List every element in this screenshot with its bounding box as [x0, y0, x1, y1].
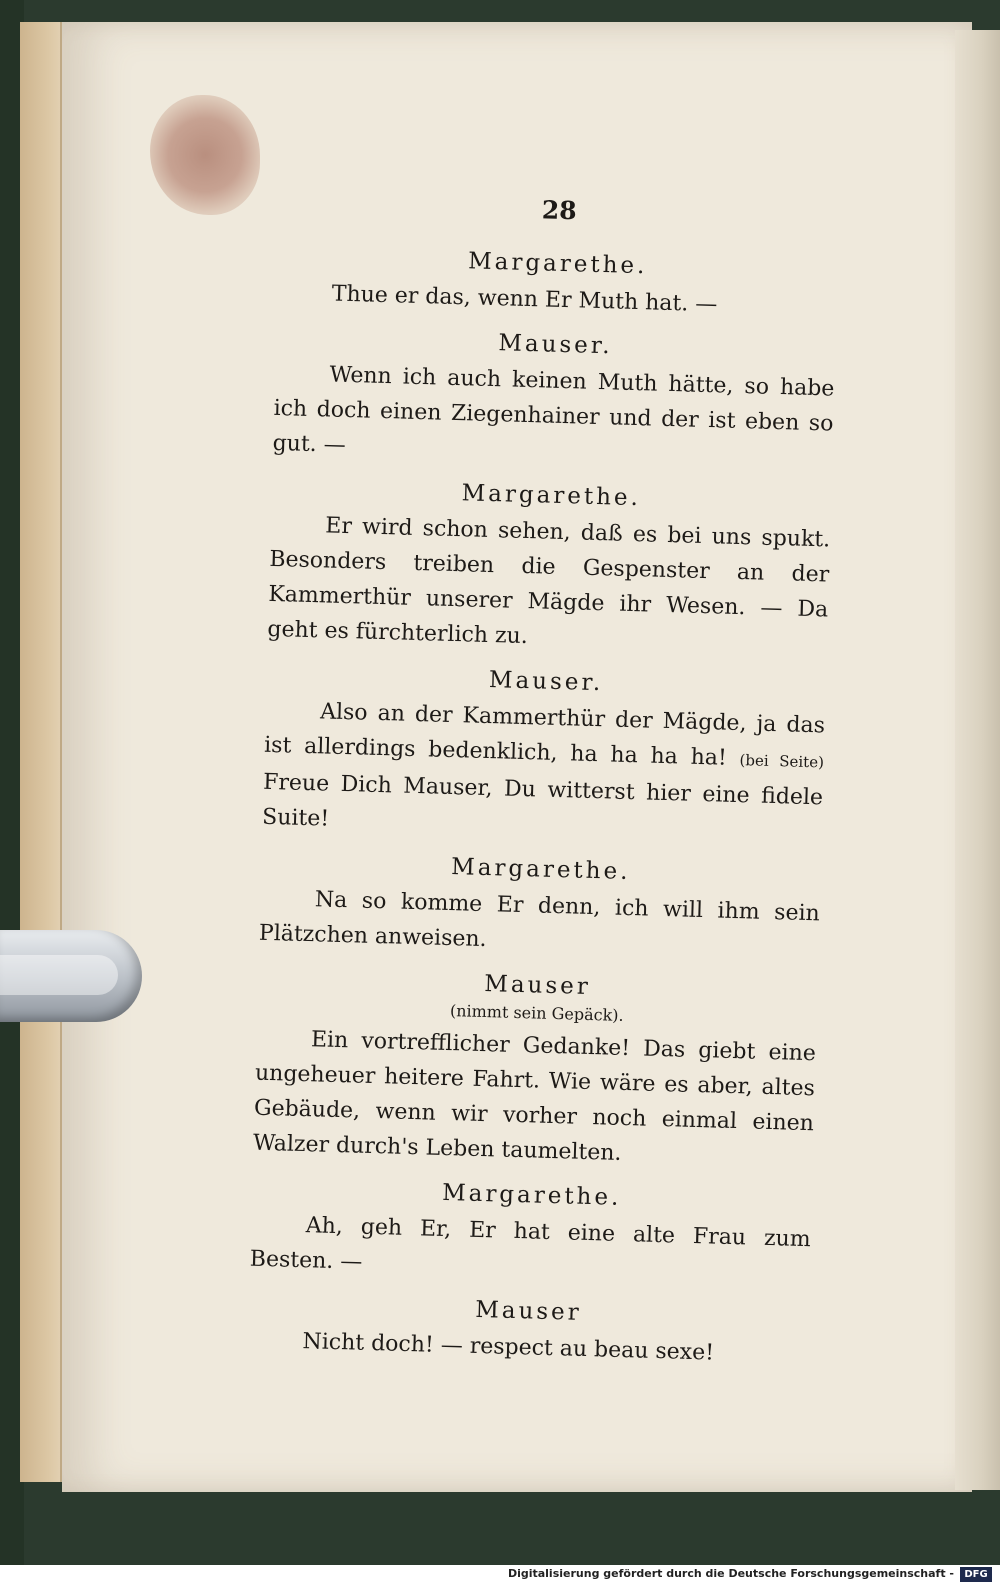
digitization-credit: Digitalisierung gefördert durch die Deutsche Forschungsgemeinschaft -: [507, 1567, 954, 1580]
speech-text: Nicht doch! — respect au beau sexe!: [302, 1329, 715, 1366]
dfg-logo-icon: DFG: [960, 1567, 992, 1582]
stage-aside: (bei Seite): [739, 751, 825, 772]
speaker-name: Mauser.: [498, 330, 613, 360]
speech-text-part: Also an der Kammerthür der Mägde, ja das ist allerdings bedenklich, ha ha ha ha!: [263, 699, 826, 771]
speaker-name: Mauser: [474, 1296, 583, 1326]
speech-text: Ah, geh Er, Er hat eine alte Frau zum Besten. —: [249, 1213, 811, 1275]
speech-text: Na so komme Er denn, ich will ihm sein Plätzchen anweisen.: [258, 887, 821, 953]
page-text: [247, 180, 840, 1383]
speaker-name: Mauser: [484, 971, 592, 1000]
stage-direction: (nimmt sein Gepäck).: [449, 1001, 624, 1025]
speech-text: Wenn ich auch keinen Muth hätte, so habe ich doch einen Ziegenhainer und der ist eben so gut. —: [272, 362, 835, 458]
page-right-edge: [955, 30, 1000, 1490]
speech-text: Thue er das, wenn Er Muth hat. —: [331, 281, 718, 318]
speech-text-part: Freue Dich Mauser, Du witterst hier eine fidele Suite!: [261, 769, 824, 832]
speaker-name: Margarethe.: [450, 854, 631, 886]
speaker-name: Margarethe.: [441, 1179, 622, 1211]
page-clip-highlight: [0, 955, 118, 995]
page-number: 28: [541, 195, 578, 226]
speaker-name: Margarethe.: [461, 480, 642, 512]
speech-text: Er wird schon sehen, daß es bei uns spukt. Besonders treiben die Gespenster an der Kammerthür unserer Mägde ihr Wesen. — Da geht es fürchterlich zu.: [267, 513, 831, 650]
speaker-name: Margarethe.: [467, 248, 648, 280]
speaker-name: Mauser.: [488, 667, 604, 697]
speech-text: [262, 693, 826, 851]
speech-text: Ein vortrefflicher Gedanke! Das giebt eine ungeheuer heitere Fahrt. Wie wäre es aber, altes Gebäude, wenn wir vorher noch einmal einen Walzer durch's Leben taumelten.: [252, 1027, 817, 1166]
